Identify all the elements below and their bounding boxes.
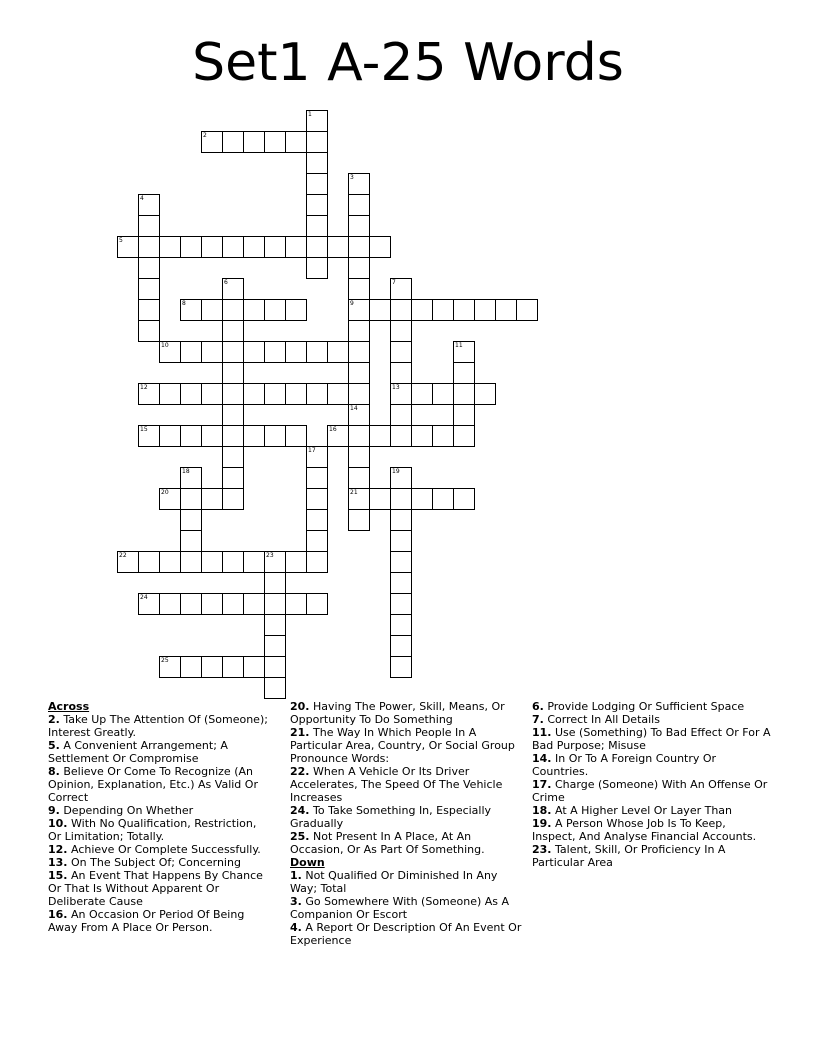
grid-cell[interactable] (285, 236, 307, 258)
grid-cell[interactable] (453, 299, 475, 321)
cell-number: 17 (308, 447, 316, 454)
grid-cell[interactable] (201, 425, 223, 447)
grid-cell[interactable] (390, 362, 412, 384)
grid-cell[interactable] (390, 488, 412, 510)
grid-cell[interactable] (306, 215, 328, 237)
cell-number: 9 (350, 300, 354, 307)
clue-text: Not Qualified Or Diminished In Any Way; Total (290, 869, 498, 895)
grid-cell[interactable] (159, 488, 181, 510)
grid-cell[interactable] (348, 299, 370, 321)
clue-column-1 (48, 700, 273, 934)
cell-number: 23 (266, 552, 274, 559)
clue-item (48, 739, 273, 765)
clue-item (48, 843, 273, 856)
clue-text: Not Present In A Place, At An Occasion, Or As Part Of Something. (290, 830, 485, 856)
clue-item (290, 804, 525, 830)
grid-cell[interactable] (348, 446, 370, 468)
clue-number: 4. (290, 921, 302, 934)
clue-item (48, 817, 273, 843)
grid-cell[interactable] (264, 656, 286, 678)
grid-cell[interactable] (159, 551, 181, 573)
clue-number: 13. (48, 856, 68, 869)
grid-cell[interactable] (138, 194, 160, 216)
clue-item (290, 700, 525, 726)
cell-number: 15 (140, 426, 148, 433)
grid-cell[interactable] (243, 425, 265, 447)
clue-number: 17. (532, 778, 552, 791)
cell-number: 13 (392, 384, 400, 391)
grid-cell[interactable] (390, 425, 412, 447)
clue-number: 1. (290, 869, 302, 882)
grid-cell[interactable] (264, 341, 286, 363)
grid-cell[interactable] (453, 341, 475, 363)
clue-text: Talent, Skill, Or Proficiency In A Particular Area (532, 843, 726, 869)
grid-cell[interactable] (306, 446, 328, 468)
clue-text: An Occasion Or Period Of Being Away From A Place Or Person. (48, 908, 245, 934)
grid-cell[interactable] (180, 467, 202, 489)
grid-cell[interactable] (411, 383, 433, 405)
grid-cell[interactable] (222, 656, 244, 678)
grid-cell[interactable] (432, 299, 454, 321)
across-heading: Across (48, 700, 90, 713)
grid-cell[interactable] (180, 488, 202, 510)
grid-cell[interactable] (222, 341, 244, 363)
grid-cell[interactable] (180, 236, 202, 258)
grid-cell[interactable] (495, 299, 517, 321)
grid-cell[interactable] (159, 383, 181, 405)
grid-cell[interactable] (348, 173, 370, 195)
grid-cell[interactable] (327, 425, 349, 447)
grid-cell[interactable] (264, 572, 286, 594)
clue-item (532, 817, 772, 843)
cell-number: 4 (140, 195, 144, 202)
grid-cell[interactable] (243, 299, 265, 321)
cell-number: 24 (140, 594, 148, 601)
grid-cell[interactable] (159, 341, 181, 363)
grid-cell[interactable] (306, 194, 328, 216)
grid-cell[interactable] (474, 299, 496, 321)
grid-cell[interactable] (390, 278, 412, 300)
clue-number: 20. (290, 700, 310, 713)
grid-cell[interactable] (390, 383, 412, 405)
clue-number: 12. (48, 843, 68, 856)
cell-number: 6 (224, 279, 228, 286)
grid-cell[interactable] (264, 299, 286, 321)
grid-cell[interactable] (222, 593, 244, 615)
clue-item (290, 895, 525, 921)
grid-cell[interactable] (138, 551, 160, 573)
clue-number: 3. (290, 895, 302, 908)
grid-cell[interactable] (222, 467, 244, 489)
clue-item (48, 804, 273, 817)
grid-cell[interactable] (180, 341, 202, 363)
grid-cell[interactable] (348, 278, 370, 300)
puzzle-title: Set1 A-25 Words (192, 33, 624, 93)
grid-cell[interactable] (222, 446, 244, 468)
clue-number: 19. (532, 817, 552, 830)
cell-number: 7 (392, 279, 396, 286)
grid-cell[interactable] (306, 530, 328, 552)
cell-number: 8 (182, 300, 186, 307)
grid-cell[interactable] (390, 509, 412, 531)
grid-cell[interactable] (243, 383, 265, 405)
grid-cell[interactable] (285, 341, 307, 363)
cell-number: 22 (119, 552, 127, 559)
grid-cell[interactable] (369, 299, 391, 321)
grid-cell[interactable] (411, 488, 433, 510)
clue-number: 18. (532, 804, 552, 817)
clue-item (290, 830, 525, 856)
clue-number: 8. (48, 765, 60, 778)
grid-cell[interactable] (264, 677, 286, 699)
clue-text: At A Higher Level Or Layer Than (551, 804, 733, 817)
grid-cell[interactable] (474, 383, 496, 405)
grid-cell[interactable] (390, 530, 412, 552)
grid-cell[interactable] (264, 551, 286, 573)
grid-cell[interactable] (306, 341, 328, 363)
grid-cell[interactable] (264, 593, 286, 615)
cell-number: 11 (455, 342, 463, 349)
grid-cell[interactable] (369, 236, 391, 258)
grid-cell[interactable] (138, 278, 160, 300)
grid-cell[interactable] (201, 656, 223, 678)
grid-cell[interactable] (348, 425, 370, 447)
clue-item (48, 856, 273, 869)
grid-cell[interactable] (390, 614, 412, 636)
grid-cell[interactable] (306, 131, 328, 153)
clue-number: 9. (48, 804, 60, 817)
clue-text: Depending On Whether (59, 804, 194, 817)
grid-cell[interactable] (222, 320, 244, 342)
grid-cell[interactable] (243, 656, 265, 678)
grid-cell[interactable] (390, 593, 412, 615)
grid-cell[interactable] (306, 110, 328, 132)
grid-cell[interactable] (369, 488, 391, 510)
clue-item (290, 765, 525, 804)
grid-cell[interactable] (180, 593, 202, 615)
grid-cell[interactable] (201, 551, 223, 573)
clue-column-3 (532, 700, 772, 869)
grid-cell[interactable] (201, 383, 223, 405)
grid-cell[interactable] (159, 656, 181, 678)
cell-number: 10 (161, 342, 169, 349)
clue-text: Provide Lodging Or Sufficient Space (543, 700, 745, 713)
clue-item (532, 700, 772, 713)
grid-cell[interactable] (327, 383, 349, 405)
grid-cell[interactable] (390, 656, 412, 678)
cell-number: 18 (182, 468, 190, 475)
grid-cell[interactable] (180, 656, 202, 678)
grid-cell[interactable] (138, 236, 160, 258)
cell-number: 20 (161, 489, 169, 496)
grid-cell[interactable] (201, 488, 223, 510)
grid-cell[interactable] (453, 362, 475, 384)
grid-cell[interactable] (348, 404, 370, 426)
clue-text: A Convenient Arrangement; A Settlement Or Compromise (48, 739, 228, 765)
grid-cell[interactable] (180, 299, 202, 321)
clue-text: Achieve Or Complete Successfully. (67, 843, 261, 856)
clue-text: In Or To A Foreign Country Or Countries. (532, 752, 717, 778)
clue-number: 16. (48, 908, 68, 921)
grid-cell[interactable] (453, 488, 475, 510)
grid-cell[interactable] (201, 236, 223, 258)
clue-text: Having The Power, Skill, Means, Or Opportunity To Do Something (290, 700, 505, 726)
grid-cell[interactable] (285, 383, 307, 405)
grid-cell[interactable] (222, 362, 244, 384)
clue-text: With No Qualification, Restriction, Or Limitation; Totally. (48, 817, 257, 843)
grid-cell[interactable] (348, 341, 370, 363)
clue-item (532, 778, 772, 804)
clue-text: The Way In Which People In A Particular Area, Country, Or Social Group Pronounce Words: (290, 726, 515, 765)
grid-cell[interactable] (222, 236, 244, 258)
clue-item (290, 726, 525, 765)
clue-item (290, 921, 525, 947)
grid-cell[interactable] (138, 425, 160, 447)
grid-cell[interactable] (264, 383, 286, 405)
grid-cell[interactable] (243, 341, 265, 363)
grid-cell[interactable] (348, 194, 370, 216)
grid-cell[interactable] (306, 257, 328, 279)
grid-cell[interactable] (138, 299, 160, 321)
grid-cell[interactable] (285, 131, 307, 153)
cell-number: 19 (392, 468, 400, 475)
clue-item (48, 869, 273, 908)
grid-cell[interactable] (390, 572, 412, 594)
grid-cell[interactable] (516, 299, 538, 321)
clue-item (532, 843, 772, 869)
grid-cell[interactable] (453, 425, 475, 447)
clue-text: On The Subject Of; Concerning (67, 856, 241, 869)
grid-cell[interactable] (306, 509, 328, 531)
grid-cell[interactable] (243, 593, 265, 615)
grid-cell[interactable] (411, 425, 433, 447)
clue-text: When A Vehicle Or Its Driver Accelerates, The Speed Of The Vehicle Increases (290, 765, 503, 804)
grid-cell[interactable] (348, 362, 370, 384)
clue-number: 21. (290, 726, 310, 739)
grid-cell[interactable] (432, 425, 454, 447)
grid-cell[interactable] (348, 236, 370, 258)
clue-number: 24. (290, 804, 310, 817)
grid-cell[interactable] (390, 404, 412, 426)
grid-cell[interactable] (327, 341, 349, 363)
grid-cell[interactable] (180, 509, 202, 531)
grid-cell[interactable] (180, 551, 202, 573)
grid-cell[interactable] (306, 488, 328, 510)
grid-cell[interactable] (264, 236, 286, 258)
grid-cell[interactable] (390, 299, 412, 321)
grid-cell[interactable] (243, 236, 265, 258)
clue-text: Take Up The Attention Of (Someone); Interest Greatly. (48, 713, 268, 739)
grid-cell[interactable] (306, 467, 328, 489)
grid-cell[interactable] (285, 551, 307, 573)
grid-cell[interactable] (138, 383, 160, 405)
clue-text: An Event That Happens By Chance Or That Is Without Apparent Or Deliberate Cause (48, 869, 263, 908)
down-heading: Down (290, 856, 325, 869)
grid-cell[interactable] (390, 320, 412, 342)
grid-cell[interactable] (201, 299, 223, 321)
grid-cell[interactable] (180, 530, 202, 552)
clue-item (290, 869, 525, 895)
cell-number: 3 (350, 174, 354, 181)
grid-cell[interactable] (306, 551, 328, 573)
grid-cell[interactable] (138, 593, 160, 615)
grid-cell[interactable] (201, 131, 223, 153)
clue-text: Go Somewhere With (Someone) As A Companion Or Escort (290, 895, 510, 921)
grid-cell[interactable] (117, 236, 139, 258)
grid-cell[interactable] (348, 320, 370, 342)
clue-item (532, 713, 772, 726)
grid-cell[interactable] (264, 614, 286, 636)
grid-cell[interactable] (348, 257, 370, 279)
clue-number: 15. (48, 869, 68, 882)
clue-item (532, 726, 772, 752)
grid-cell[interactable] (222, 383, 244, 405)
clue-column-2 (290, 700, 525, 947)
grid-cell[interactable] (222, 278, 244, 300)
grid-cell[interactable] (117, 551, 139, 573)
cell-number: 21 (350, 489, 358, 496)
clue-item (48, 908, 273, 934)
clue-item (48, 765, 273, 804)
grid-cell[interactable] (222, 425, 244, 447)
cell-number: 14 (350, 405, 358, 412)
cell-number: 1 (308, 111, 312, 118)
grid-cell[interactable] (390, 551, 412, 573)
grid-cell[interactable] (222, 404, 244, 426)
grid-cell[interactable] (432, 488, 454, 510)
grid-cell[interactable] (390, 341, 412, 363)
grid-cell[interactable] (285, 425, 307, 447)
grid-cell[interactable] (222, 131, 244, 153)
grid-cell[interactable] (306, 173, 328, 195)
grid-cell[interactable] (306, 383, 328, 405)
grid-cell[interactable] (285, 299, 307, 321)
cell-number: 16 (329, 426, 337, 433)
clue-number: 14. (532, 752, 552, 765)
clue-text: A Person Whose Job Is To Keep, Inspect, And Analyse Financial Accounts. (532, 817, 757, 843)
grid-cell[interactable] (180, 383, 202, 405)
clue-number: 11. (532, 726, 552, 739)
grid-cell[interactable] (138, 215, 160, 237)
grid-cell[interactable] (327, 236, 349, 258)
grid-cell[interactable] (243, 131, 265, 153)
clue-text: Correct In All Details (543, 713, 660, 726)
grid-cell[interactable] (432, 383, 454, 405)
grid-cell[interactable] (201, 593, 223, 615)
grid-cell[interactable] (390, 467, 412, 489)
grid-cell[interactable] (264, 425, 286, 447)
grid-cell[interactable] (264, 131, 286, 153)
clue-number: 22. (290, 765, 310, 778)
grid-cell[interactable] (243, 551, 265, 573)
grid-cell[interactable] (201, 341, 223, 363)
clue-number: 25. (290, 830, 310, 843)
grid-cell[interactable] (453, 404, 475, 426)
clue-number: 5. (48, 739, 60, 752)
grid-cell[interactable] (306, 152, 328, 174)
grid-cell[interactable] (222, 299, 244, 321)
clue-number: 7. (532, 713, 544, 726)
clue-text: Use (Something) To Bad Effect Or For A Bad Purpose; Misuse (532, 726, 771, 752)
clue-text: Believe Or Come To Recognize (An Opinion, Explanation, Etc.) As Valid Or Correct (48, 765, 258, 804)
grid-cell[interactable] (411, 299, 433, 321)
grid-cell[interactable] (453, 383, 475, 405)
grid-cell[interactable] (348, 467, 370, 489)
clue-text: Charge (Someone) With An Offense Or Crime (532, 778, 768, 804)
clue-number: 6. (532, 700, 544, 713)
grid-cell[interactable] (264, 635, 286, 657)
cell-number: 12 (140, 384, 148, 391)
grid-cell[interactable] (348, 509, 370, 531)
grid-cell[interactable] (348, 383, 370, 405)
grid-cell[interactable] (369, 425, 391, 447)
clue-item (532, 804, 772, 817)
cell-number: 2 (203, 132, 207, 139)
grid-cell[interactable] (159, 593, 181, 615)
clue-item (532, 752, 772, 778)
grid-cell[interactable] (222, 488, 244, 510)
cell-number: 25 (161, 657, 169, 664)
grid-cell[interactable] (180, 425, 202, 447)
grid-cell[interactable] (306, 593, 328, 615)
clue-item (48, 713, 273, 739)
clue-number: 2. (48, 713, 60, 726)
grid-cell[interactable] (285, 593, 307, 615)
grid-cell[interactable] (306, 236, 328, 258)
grid-cell[interactable] (222, 551, 244, 573)
clue-text: To Take Something In, Especially Gradually (290, 804, 492, 830)
clue-number: 23. (532, 843, 552, 856)
grid-cell[interactable] (138, 257, 160, 279)
cell-number: 5 (119, 237, 123, 244)
grid-cell[interactable] (348, 215, 370, 237)
grid-cell[interactable] (138, 320, 160, 342)
clue-number: 10. (48, 817, 68, 830)
grid-cell[interactable] (390, 635, 412, 657)
grid-cell[interactable] (159, 236, 181, 258)
grid-cell[interactable] (159, 425, 181, 447)
clue-text: A Report Or Description Of An Event Or Experience (290, 921, 522, 947)
grid-cell[interactable] (348, 488, 370, 510)
